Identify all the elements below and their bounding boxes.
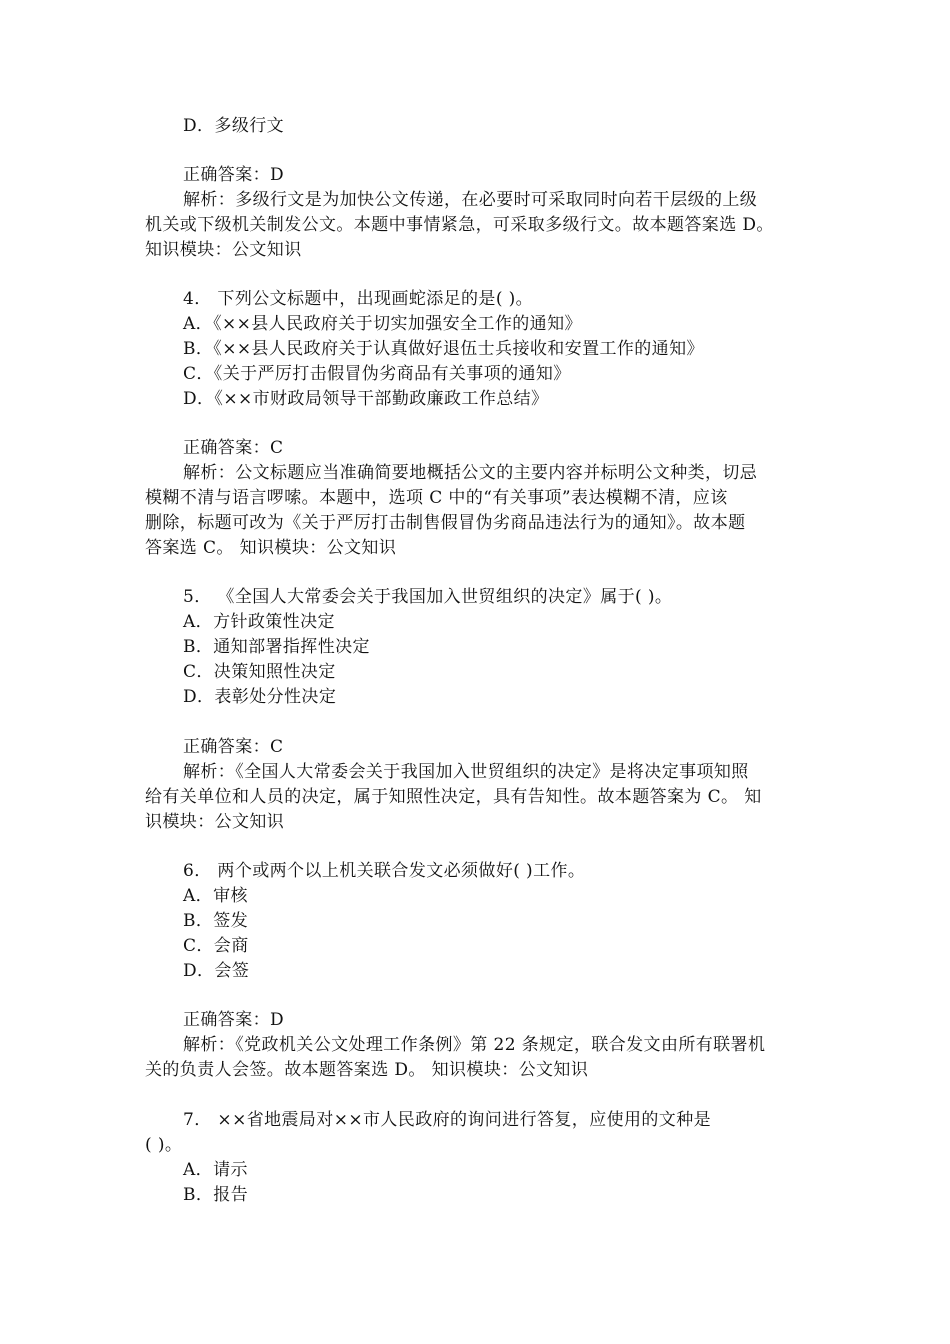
q3-option-d: D．多级行文 [183, 116, 285, 136]
q7-stem-l2: ( )。 [145, 1135, 183, 1155]
q6-stem: 6． 两个或两个以上机关联合发文必须做好( )工作。 [183, 861, 586, 881]
q4-answer: 正确答案：C [183, 438, 284, 458]
q4-analysis-l3: 删除，标题可改为《关于严厉打击制售假冒伪劣商品违法行为的通知》。故本题 [145, 513, 746, 533]
q7-stem-l1: 7． ××省地震局对××市人民政府的询问进行答复，应使用的文种是 [183, 1110, 711, 1130]
q4-option-c: C．《关于严厉打击假冒伪劣商品有关事项的通知》 [183, 364, 571, 384]
q5-analysis-l2: 给有关单位和人员的决定，属于知照性决定，具有告知性。故本题答案为 C。 知 [145, 787, 762, 807]
q7-option-a: A．请示 [183, 1160, 248, 1180]
q6-analysis-l1: 解析：《党政机关公文处理工作条例》第 22 条规定，联合发文由所有联署机 [183, 1035, 766, 1055]
q4-analysis-l2: 模糊不清与语言啰嗦。本题中，选项 C 中的“有关事项”表达模糊不清，应该 [145, 488, 728, 508]
q4-option-d: D．《××市财政局领导干部勤政廉政工作总结》 [183, 389, 549, 409]
q5-analysis-l1: 解析：《全国人大常委会关于我国加入世贸组织的决定》是将决定事项知照 [183, 762, 749, 782]
q6-option-a: A．审核 [183, 886, 248, 906]
q3-answer: 正确答案：D [183, 165, 285, 185]
q5-option-d: D．表彰处分性决定 [183, 687, 337, 707]
q5-option-b: B．通知部署指挥性决定 [183, 637, 370, 657]
q4-stem: 4． 下列公文标题中，出现画蛇添足的是( )。 [183, 289, 534, 309]
q5-stem: 5． 《全国人大常委会关于我国加入世贸组织的决定》属于( )。 [183, 587, 673, 607]
q5-answer: 正确答案：C [183, 737, 284, 757]
q4-option-b: B．《××县人民政府关于认真做好退伍士兵接收和安置工作的通知》 [183, 339, 704, 359]
q4-option-a: A．《××县人民政府关于切实加强安全工作的通知》 [183, 314, 582, 334]
q4-analysis-l1: 解析：公文标题应当准确简要地概括公文的主要内容并标明公文种类，切忌 [183, 463, 758, 483]
q6-answer: 正确答案：D [183, 1010, 285, 1030]
q3-analysis-l1: 解析：多级行文是为加快公文传递，在必要时可采取同时向若干层级的上级 [183, 190, 758, 210]
q5-option-c: C．决策知照性决定 [183, 662, 336, 682]
q6-option-d: D．会签 [183, 961, 250, 981]
q7-option-b: B．报告 [183, 1185, 249, 1205]
q3-module: 知识模块：公文知识 [145, 240, 302, 260]
q6-option-b: B．签发 [183, 911, 249, 931]
q3-analysis-l2: 机关或下级机关制发公文。本题中事情紧急，可采取多级行文。故本题答案选 D。 [145, 215, 774, 235]
q5-option-a: A．方针政策性决定 [183, 612, 335, 632]
q6-analysis-l2: 关的负责人会签。故本题答案选 D。 知识模块：公文知识 [145, 1060, 589, 1080]
q6-option-c: C．会商 [183, 936, 249, 956]
q4-analysis-l4: 答案选 C。 知识模块：公文知识 [145, 538, 397, 558]
q5-analysis-l3: 识模块：公文知识 [145, 812, 285, 832]
